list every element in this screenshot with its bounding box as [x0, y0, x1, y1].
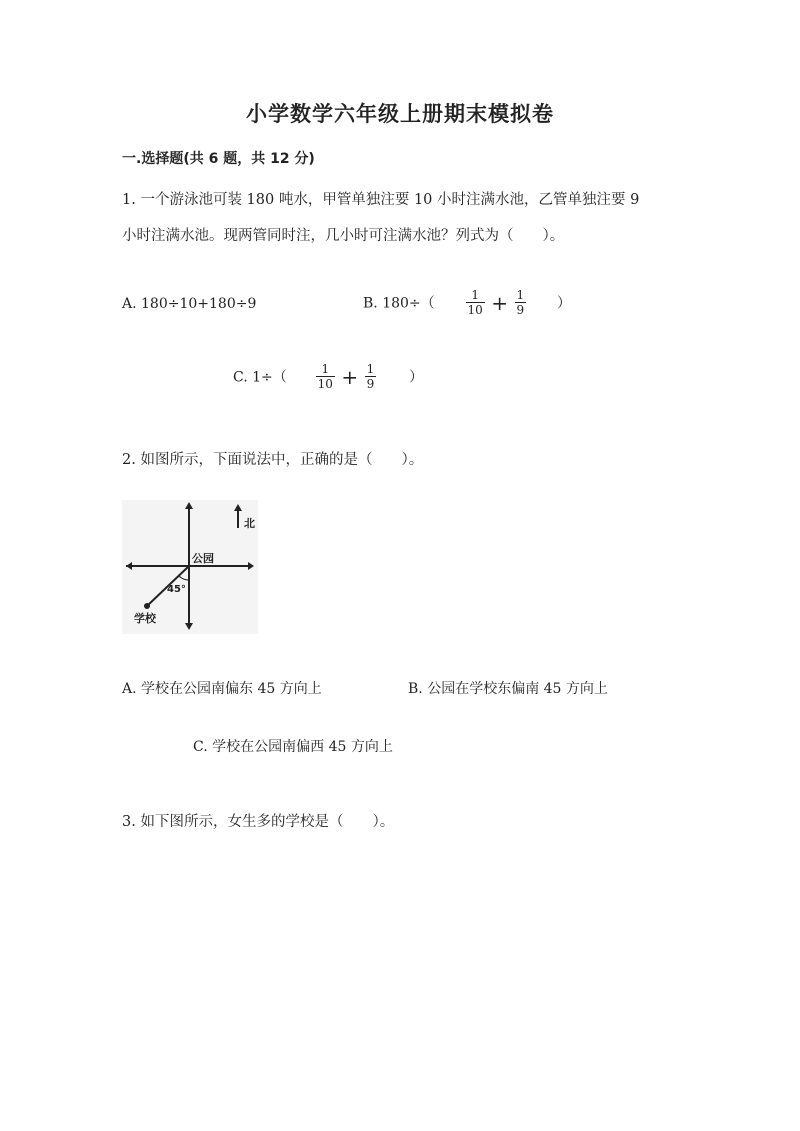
question-1-option-a: A. 180÷10+180÷9 — [122, 296, 257, 312]
north-label: 北 — [244, 517, 255, 530]
page-title: 小学数学六年级上册期末模拟卷 — [246, 102, 554, 126]
school-label: 学校 — [134, 612, 156, 625]
option-b-close-paren: ） — [557, 295, 572, 312]
question-2-option-c: C. 学校在公园南偏西 45 方向上 — [193, 739, 393, 755]
plus-sign: + — [491, 290, 509, 315]
question-2-option-b: B. 公园在学校东偏南 45 方向上 — [408, 681, 608, 697]
fraction-one-tenth: $\frac{1}{10}$ — [317, 362, 333, 391]
section-heading: 一.选择题(共 6 题，共 12 分) — [122, 151, 315, 167]
option-b-prefix: B. 180÷（ — [363, 295, 435, 312]
question-3-text: 3. 如下图所示，女生多的学校是（ ）。 — [122, 814, 395, 830]
plus-sign: + — [341, 364, 359, 389]
question-1-option-c — [233, 362, 423, 391]
park-label: 公园 — [192, 552, 214, 565]
option-c-prefix: C. 1÷（ — [233, 369, 287, 386]
direction-diagram — [122, 500, 258, 634]
question-2-option-a: A. 学校在公园南偏东 45 方向上 — [122, 681, 322, 697]
question-1-line-2: 小时注满水池。现两管同时注，几小时可注满水池？列式为（ ）。 — [122, 228, 565, 244]
angle-label: 45° — [167, 584, 186, 595]
fraction-one-tenth: $\frac{1}{10}$ — [467, 288, 483, 317]
direction-figure — [122, 500, 258, 634]
question-1-option-b — [363, 288, 571, 317]
fraction-one-ninth: $\frac{1}{9}$ — [516, 288, 525, 317]
option-c-close-paren: ） — [409, 369, 424, 386]
fraction-one-ninth: $\frac{1}{9}$ — [366, 362, 375, 391]
question-2-text: 2. 如图所示，下面说法中，正确的是（ ）。 — [122, 452, 424, 468]
question-1-line-1: 1. 一个游泳池可装 180 吨水，甲管单独注要 10 小时注满水池，乙管单独注要 9 — [122, 192, 640, 208]
